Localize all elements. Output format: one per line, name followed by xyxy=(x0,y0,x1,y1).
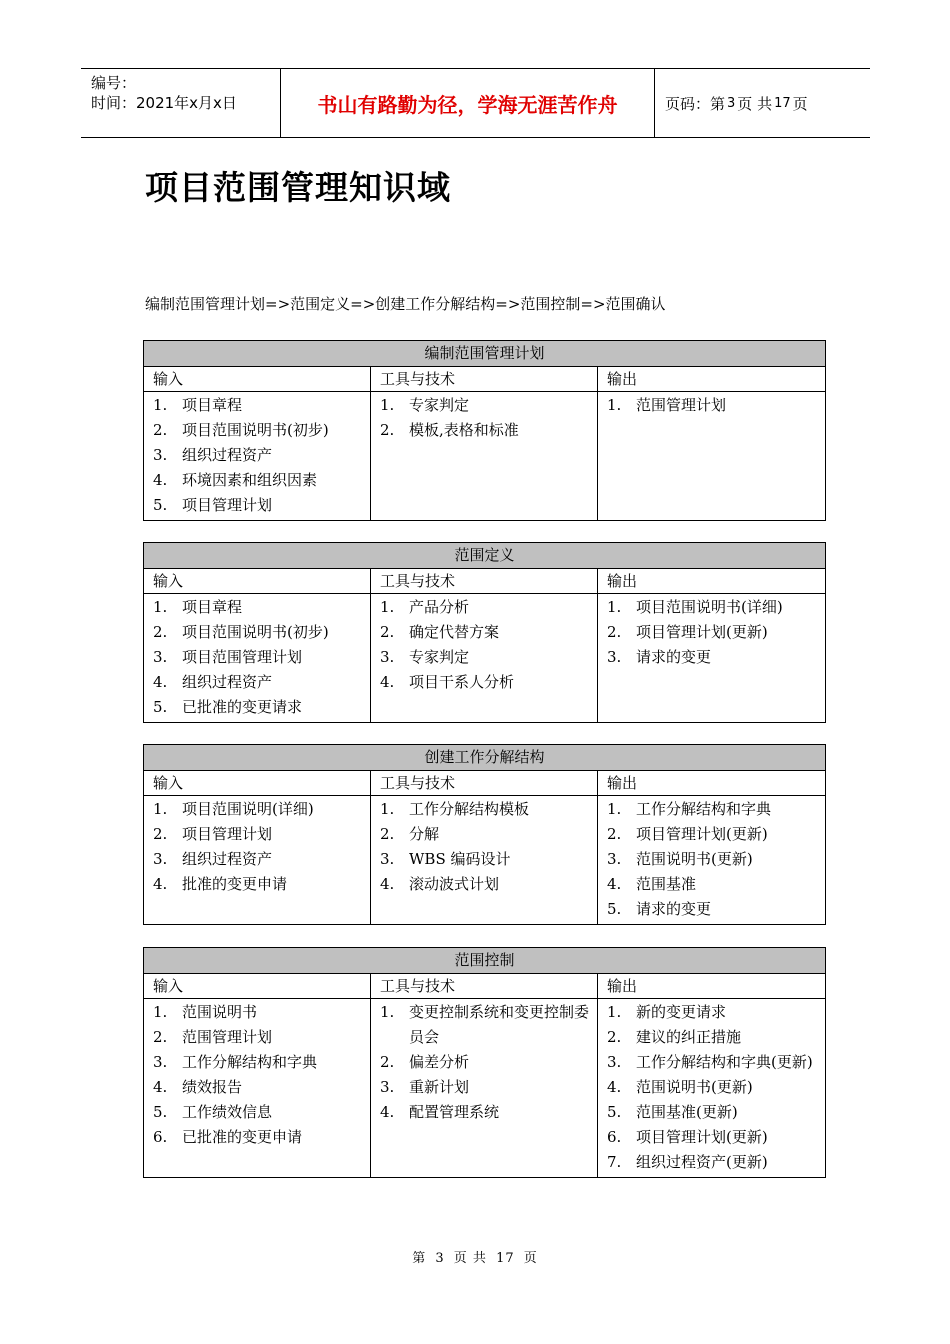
col-head-tools: 工具与技术 xyxy=(371,771,598,796)
tools-cell xyxy=(371,999,598,1178)
item-text: 项目章程 xyxy=(182,598,243,616)
item-text: 范围管理计划 xyxy=(182,1028,273,1046)
list-item xyxy=(380,670,593,695)
item-number: 4. xyxy=(153,1078,168,1096)
item-number: 3. xyxy=(607,850,622,868)
item-number: 1. xyxy=(607,800,622,818)
col-head-input: 输入 xyxy=(144,974,371,999)
list-item xyxy=(380,393,593,418)
inputs-list xyxy=(153,999,366,1152)
item-text: 范围基准 xyxy=(636,875,697,893)
item-text: 范围基准(更新) xyxy=(636,1103,738,1121)
item-text: 范围说明书 xyxy=(182,1003,258,1021)
list-item xyxy=(380,822,593,847)
item-text: 组织过程资产 xyxy=(182,446,273,464)
inputs-cell xyxy=(144,392,371,521)
page-footer xyxy=(0,1247,950,1266)
item-number: 2. xyxy=(380,1053,395,1071)
item-text: 请求的变更 xyxy=(636,648,712,666)
list-item xyxy=(380,872,593,897)
list-item xyxy=(153,1100,366,1125)
col-head-tools: 工具与技术 xyxy=(371,569,598,594)
page-current: 3 xyxy=(727,95,736,111)
item-number: 2. xyxy=(153,825,168,843)
item-text: 项目范围说明书(详细) xyxy=(636,598,783,616)
list-item xyxy=(153,670,366,695)
item-number: 2. xyxy=(607,825,622,843)
list-item xyxy=(153,872,366,897)
outputs-cell xyxy=(598,594,826,723)
item-text: 项目范围管理计划 xyxy=(182,648,303,666)
inputs-list xyxy=(153,392,366,520)
list-item xyxy=(607,797,821,822)
process-flow: 编制范围管理计划=>范围定义=>创建工作分解结构=>范围控制=>范围确认 xyxy=(145,295,666,313)
item-number: 3. xyxy=(153,850,168,868)
item-text: 范围管理计划 xyxy=(636,396,727,414)
item-text: 绩效报告 xyxy=(182,1078,243,1096)
page-total: 17 xyxy=(774,95,791,111)
col-head-output: 输出 xyxy=(598,974,826,999)
item-text: 组织过程资产(更新) xyxy=(636,1153,768,1171)
item-text: 模板,表格和标准 xyxy=(409,421,519,439)
item-text: 新的变更请求 xyxy=(636,1003,727,1021)
item-number: 6. xyxy=(607,1128,622,1146)
item-text: 工作绩效信息 xyxy=(182,1103,273,1121)
list-item xyxy=(380,645,593,670)
item-text: 工作分解结构和字典 xyxy=(636,800,772,818)
page-middle: 页 共 xyxy=(737,94,773,113)
item-number: 4. xyxy=(380,875,395,893)
inputs-list xyxy=(153,796,366,899)
list-item xyxy=(607,1000,821,1025)
item-text: 范围说明书(更新) xyxy=(636,1078,753,1096)
item-number: 3. xyxy=(153,1053,168,1071)
tools-cell xyxy=(371,796,598,925)
process-table-control xyxy=(143,947,826,1178)
list-item xyxy=(153,822,366,847)
item-number: 4. xyxy=(153,471,168,489)
col-head-input: 输入 xyxy=(144,771,371,796)
item-text: 工作分解结构和字典 xyxy=(182,1053,318,1071)
list-item xyxy=(380,1100,593,1125)
item-text: 分解 xyxy=(409,825,440,843)
list-item xyxy=(153,1050,366,1075)
list-item xyxy=(380,1050,593,1075)
list-item xyxy=(153,393,366,418)
item-text: 配置管理系统 xyxy=(409,1103,500,1121)
list-item xyxy=(607,645,821,670)
item-number: 1. xyxy=(607,396,622,414)
item-text: 范围说明书(更新) xyxy=(636,850,753,868)
item-number: 1. xyxy=(153,800,168,818)
item-number: 1. xyxy=(380,800,395,818)
process-table-wbs xyxy=(143,744,826,925)
footer-middle: 页 共 xyxy=(453,1251,487,1266)
item-text: 变更控制系统和变更控制委员会 xyxy=(409,1003,590,1046)
item-number: 4. xyxy=(607,875,622,893)
item-number: 2. xyxy=(380,825,395,843)
item-text: 项目范围说明书(初步) xyxy=(182,623,329,641)
list-item xyxy=(607,1100,821,1125)
list-item xyxy=(153,695,366,720)
item-number: 1. xyxy=(380,598,395,616)
outputs-list xyxy=(607,999,821,1177)
tools-cell xyxy=(371,392,598,521)
item-number: 4. xyxy=(380,673,395,691)
item-number: 2. xyxy=(607,623,622,641)
process-table-plan xyxy=(143,340,826,521)
item-text: 请求的变更 xyxy=(636,900,712,918)
list-item xyxy=(607,872,821,897)
item-text: 环境因素和组织因素 xyxy=(182,471,318,489)
col-head-input: 输入 xyxy=(144,569,371,594)
list-item xyxy=(607,1150,821,1175)
item-number: 2. xyxy=(607,1028,622,1046)
table-caption: 范围定义 xyxy=(144,543,826,569)
list-item xyxy=(153,1125,366,1150)
item-number: 4. xyxy=(153,875,168,893)
col-head-input: 输入 xyxy=(144,367,371,392)
list-item xyxy=(380,797,593,822)
item-number: 3. xyxy=(607,648,622,666)
item-text: 项目范围说明书(初步) xyxy=(182,421,329,439)
header-page-number xyxy=(655,69,870,137)
list-item xyxy=(153,1075,366,1100)
list-item xyxy=(380,1075,593,1100)
item-text: 项目干系人分析 xyxy=(409,673,515,691)
item-number: 2. xyxy=(153,421,168,439)
outputs-list xyxy=(607,392,821,420)
item-text: 工作分解结构模板 xyxy=(409,800,530,818)
item-number: 1. xyxy=(153,598,168,616)
inputs-cell xyxy=(144,594,371,723)
col-head-output: 输出 xyxy=(598,569,826,594)
list-item xyxy=(380,595,593,620)
item-text: 项目管理计划(更新) xyxy=(636,623,768,641)
list-item xyxy=(153,620,366,645)
item-text: 偏差分析 xyxy=(409,1053,470,1071)
item-number: 3. xyxy=(153,446,168,464)
col-head-tools: 工具与技术 xyxy=(371,367,598,392)
item-number: 5. xyxy=(153,698,168,716)
list-item xyxy=(153,797,366,822)
item-text: 项目管理计划(更新) xyxy=(636,825,768,843)
outputs-list xyxy=(607,594,821,672)
item-text: 已批准的变更申请 xyxy=(182,1128,303,1146)
footer-current: 3 xyxy=(435,1251,445,1266)
tools-list xyxy=(380,999,593,1127)
item-text: 重新计划 xyxy=(409,1078,470,1096)
footer-total: 17 xyxy=(496,1251,515,1266)
item-text: 项目管理计划 xyxy=(182,825,273,843)
list-item xyxy=(153,645,366,670)
tools-list xyxy=(380,594,593,697)
item-text: WBS 编码设计 xyxy=(409,850,511,868)
item-text: 项目管理计划(更新) xyxy=(636,1128,768,1146)
list-item xyxy=(607,1125,821,1150)
item-text: 专家判定 xyxy=(409,396,470,414)
document-time: 时间：2021年x月x日 xyxy=(91,94,237,112)
item-text: 项目范围说明(详细) xyxy=(182,800,314,818)
item-number: 3. xyxy=(380,1078,395,1096)
footer-suffix: 页 xyxy=(523,1251,538,1266)
list-item xyxy=(153,468,366,493)
item-number: 1. xyxy=(380,1003,395,1021)
list-item xyxy=(153,493,366,518)
list-item xyxy=(153,418,366,443)
item-text: 项目章程 xyxy=(182,396,243,414)
item-number: 3. xyxy=(153,648,168,666)
item-number: 2. xyxy=(380,421,395,439)
item-number: 5. xyxy=(607,900,622,918)
page-header xyxy=(81,68,870,138)
list-item xyxy=(380,418,593,443)
item-text: 已批准的变更请求 xyxy=(182,698,303,716)
list-item xyxy=(380,1000,593,1050)
item-number: 5. xyxy=(153,496,168,514)
inputs-cell xyxy=(144,999,371,1178)
item-number: 2. xyxy=(153,1028,168,1046)
col-head-output: 输出 xyxy=(598,367,826,392)
list-item xyxy=(607,847,821,872)
item-text: 产品分析 xyxy=(409,598,470,616)
item-text: 建议的纠正措施 xyxy=(636,1028,742,1046)
header-motto: 书山有路勤为径，学海无涯苦作舟 xyxy=(281,69,655,137)
table-caption: 创建工作分解结构 xyxy=(144,745,826,771)
item-number: 4. xyxy=(153,673,168,691)
outputs-cell xyxy=(598,999,826,1178)
tools-list xyxy=(380,796,593,899)
item-text: 专家判定 xyxy=(409,648,470,666)
list-item xyxy=(607,1075,821,1100)
item-text: 组织过程资产 xyxy=(182,673,273,691)
item-number: 6. xyxy=(153,1128,168,1146)
item-number: 5. xyxy=(607,1103,622,1121)
list-item xyxy=(607,1050,821,1075)
item-text: 组织过程资产 xyxy=(182,850,273,868)
list-item xyxy=(607,595,821,620)
item-number: 5. xyxy=(153,1103,168,1121)
item-number: 7. xyxy=(607,1153,622,1171)
tools-cell xyxy=(371,594,598,723)
item-number: 2. xyxy=(380,623,395,641)
item-number: 3. xyxy=(380,850,395,868)
item-text: 工作分解结构和字典(更新) xyxy=(636,1053,813,1071)
outputs-list xyxy=(607,796,821,924)
col-head-tools: 工具与技术 xyxy=(371,974,598,999)
item-number: 1. xyxy=(607,598,622,616)
list-item xyxy=(153,1025,366,1050)
inputs-list xyxy=(153,594,366,722)
item-number: 4. xyxy=(380,1103,395,1121)
item-text: 项目管理计划 xyxy=(182,496,273,514)
process-table-define xyxy=(143,542,826,723)
list-item xyxy=(153,443,366,468)
page-suffix: 页 xyxy=(792,94,808,113)
page-prefix: 页码：第 xyxy=(665,94,726,113)
outputs-cell xyxy=(598,796,826,925)
header-meta xyxy=(81,69,281,137)
list-item xyxy=(153,1000,366,1025)
list-item xyxy=(153,595,366,620)
item-number: 4. xyxy=(607,1078,622,1096)
list-item xyxy=(607,1025,821,1050)
item-number: 3. xyxy=(380,648,395,666)
footer-prefix: 第 xyxy=(412,1251,427,1266)
table-caption: 范围控制 xyxy=(144,948,826,974)
list-item xyxy=(153,847,366,872)
list-item xyxy=(380,847,593,872)
list-item xyxy=(607,620,821,645)
list-item xyxy=(607,393,821,418)
item-text: 批准的变更申请 xyxy=(182,875,288,893)
item-number: 1. xyxy=(153,396,168,414)
item-number: 3. xyxy=(607,1053,622,1071)
item-number: 1. xyxy=(153,1003,168,1021)
tools-list xyxy=(380,392,593,445)
item-number: 1. xyxy=(607,1003,622,1021)
item-text: 滚动波式计划 xyxy=(409,875,500,893)
col-head-output: 输出 xyxy=(598,771,826,796)
list-item xyxy=(607,897,821,922)
list-item xyxy=(607,822,821,847)
page-title: 项目范围管理知识域 xyxy=(145,168,451,207)
item-text: 确定代替方案 xyxy=(409,623,500,641)
list-item xyxy=(380,620,593,645)
table-caption: 编制范围管理计划 xyxy=(144,341,826,367)
item-number: 1. xyxy=(380,396,395,414)
item-number: 2. xyxy=(153,623,168,641)
inputs-cell xyxy=(144,796,371,925)
document-number-label: 编号： xyxy=(91,74,137,92)
outputs-cell xyxy=(598,392,826,521)
